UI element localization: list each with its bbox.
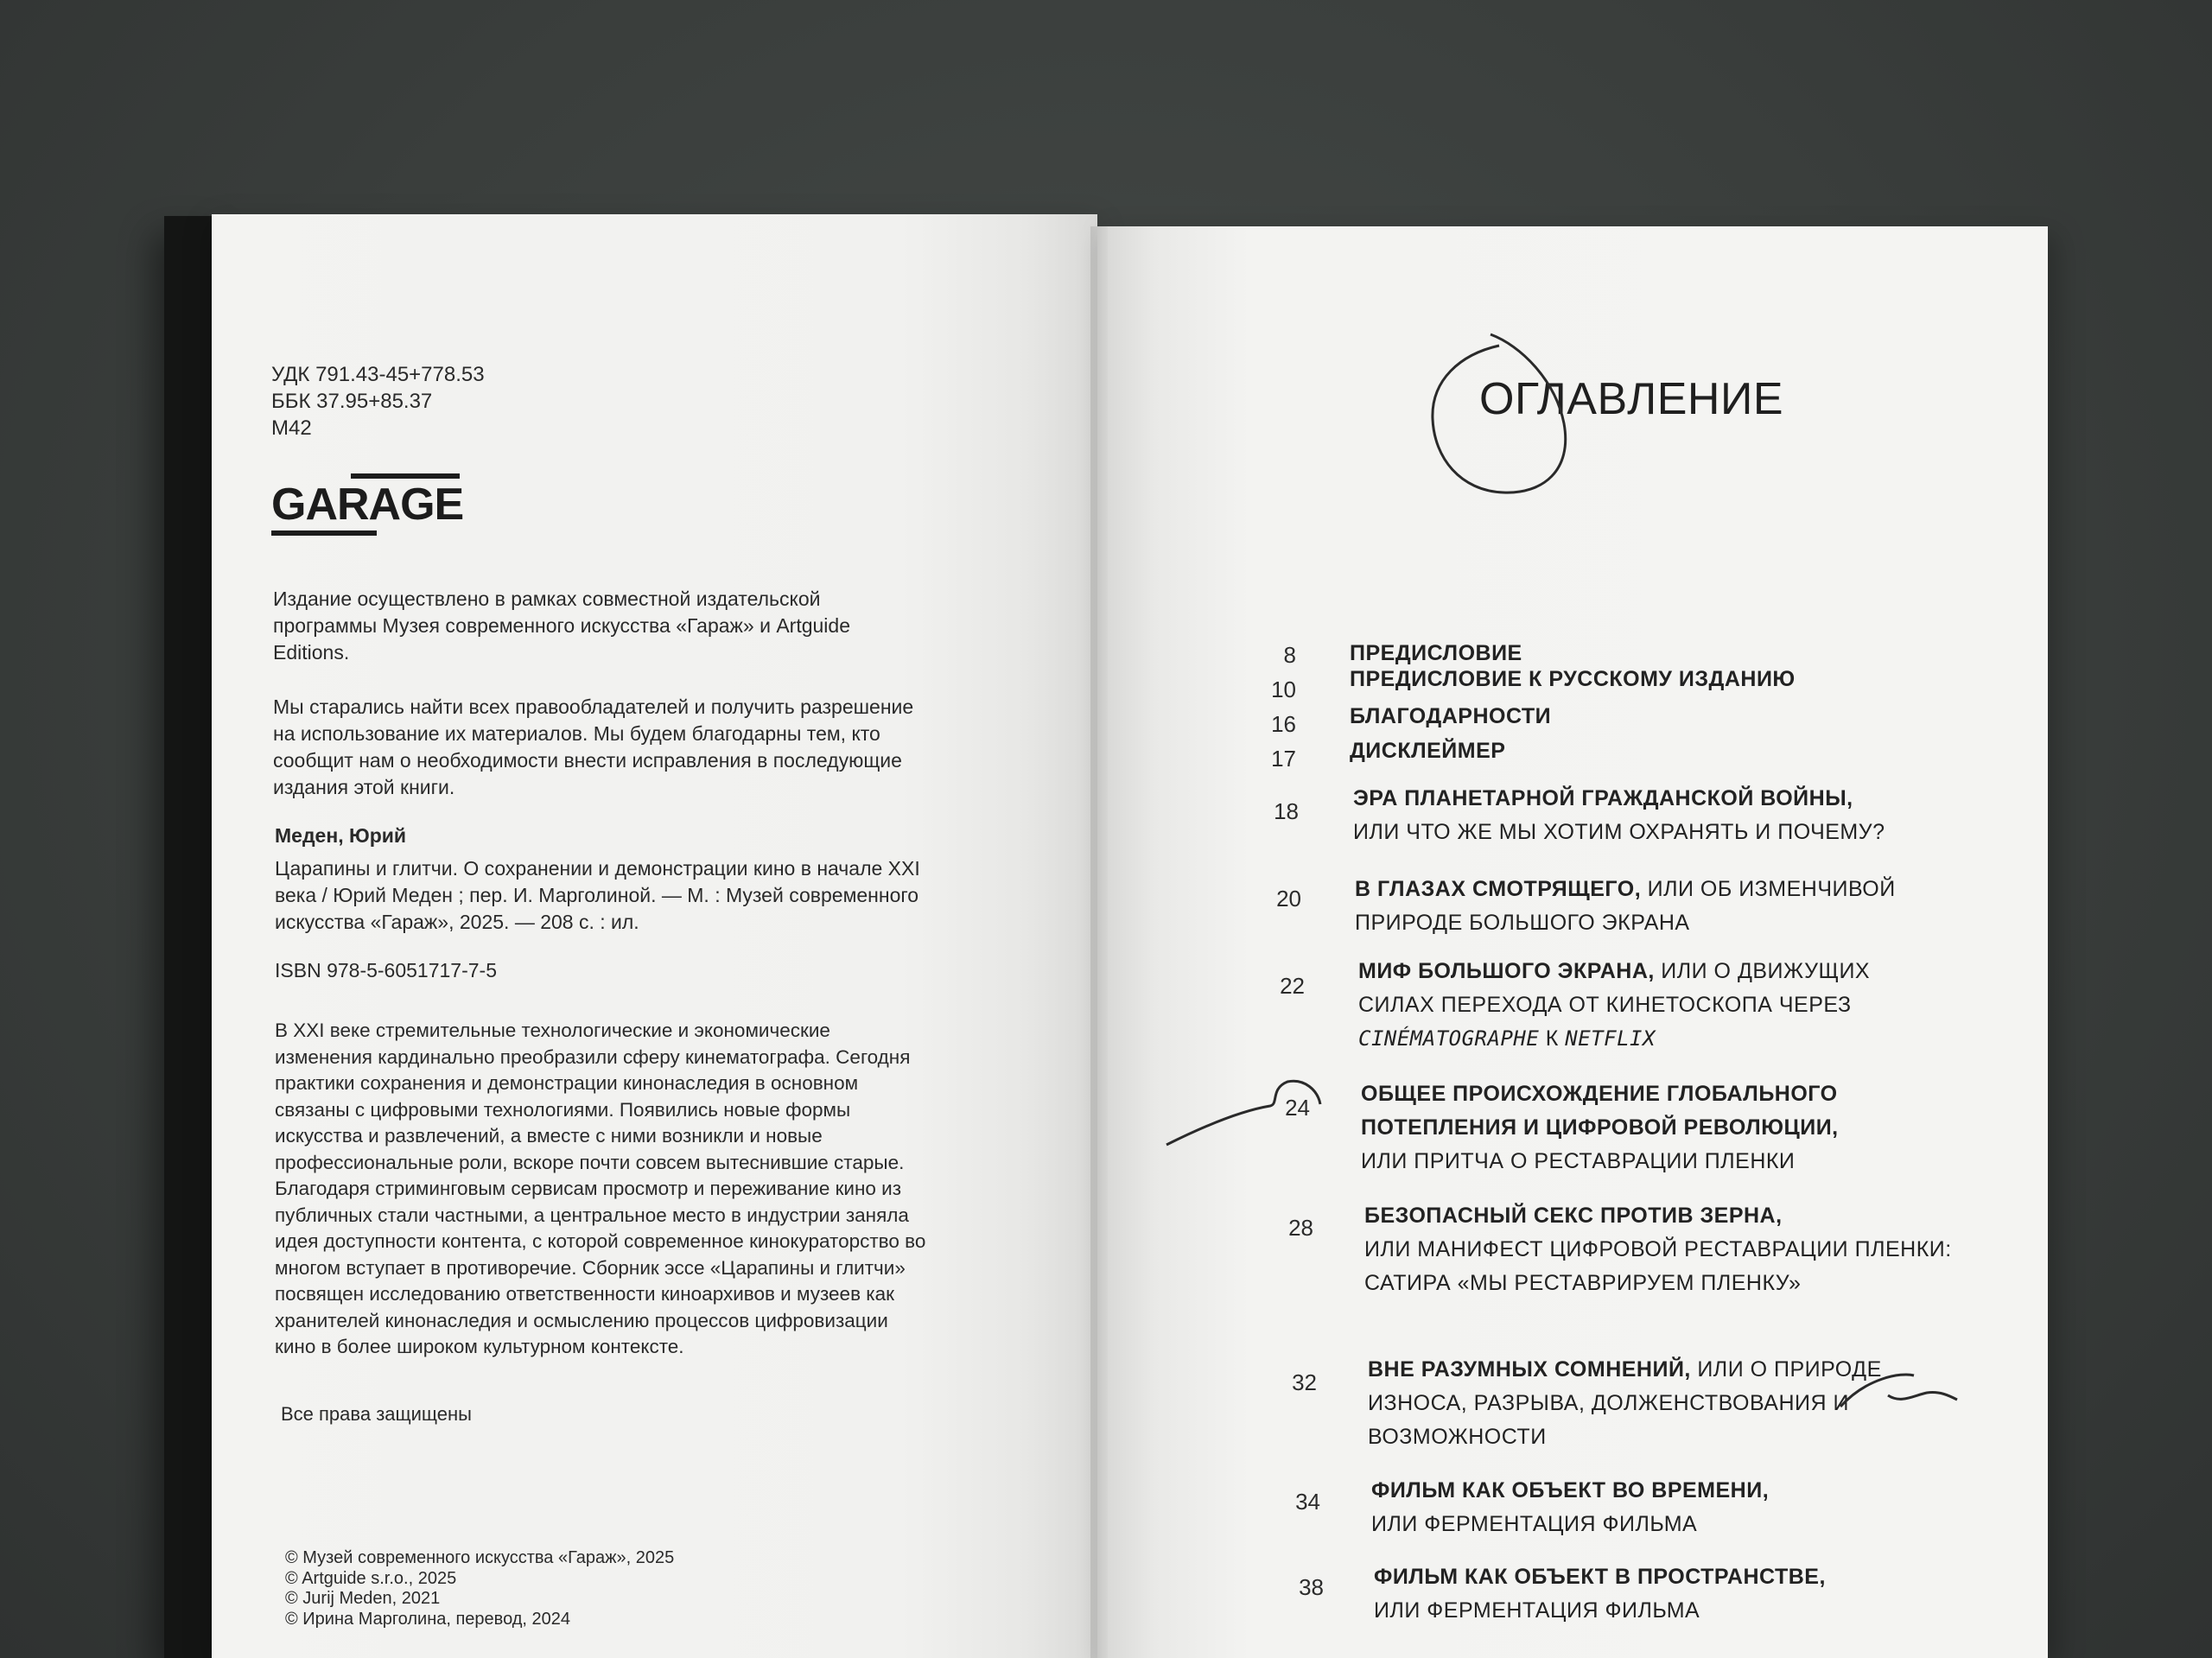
toc-page-number: 24: [1285, 1095, 1310, 1121]
toc-entry[interactable]: [1350, 734, 1972, 768]
toc-page-number: 20: [1276, 886, 1301, 912]
toc-page-number: 32: [1292, 1369, 1317, 1395]
toc-entry-title: БЛАГОДАРНОСТИ: [1350, 704, 1552, 728]
copyright-line: © Музей современного искусства «Гараж», 2025: [285, 1548, 675, 1567]
copyright-line: © Artguide s.r.o., 2025: [285, 1568, 457, 1588]
toc-page-number: 22: [1280, 973, 1305, 999]
toc-entry[interactable]: [1371, 1474, 1993, 1541]
toc-entry-title: БЕЗОПАСНЫЙ СЕКС ПРОТИВ ЗЕРНА,: [1364, 1204, 1783, 1228]
logo-bar-top: [351, 473, 460, 479]
toc-entry[interactable]: [1358, 955, 1911, 1056]
toc-entry-title: ПРЕДИСЛОВИЕ К РУССКОМУ ИЗДАНИЮ: [1350, 667, 1796, 691]
toc-entry-subtitle: ИЛИ ЧТО ЖЕ МЫ ХОТИМ ОХРАНЯТЬ И ПОЧЕМУ?: [1353, 820, 1885, 844]
toc-entry-title: ДИСКЛЕЙМЕР: [1350, 739, 1506, 763]
bibliographic-record: Царапины и глитчи. О сохранении и демонстрации кино в начале XXI века / Юрий Меден ; пер. И. Марголиной. — М. : Музей современного искусства «Гараж», 2025. — 208 с. : ил.: [275, 857, 920, 933]
toc-entry[interactable]: [1350, 700, 1972, 734]
toc-entry-title: ОБЩЕЕ ПРОИСХОЖДЕНИЕ ГЛОБАЛЬНОГО ПОТЕПЛЕНИЯ И ЦИФРОВОЙ РЕВОЛЮЦИИ,: [1361, 1082, 1839, 1140]
toc-entry-subtitle: ИЛИ МАНИФЕСТ ЦИФРОВОЙ РЕСТАВРАЦИИ ПЛЕНКИ: САТИРА «МЫ РЕСТАВРИРУЕМ ПЛЕНКУ»: [1364, 1237, 1952, 1295]
toc-page-number: 38: [1299, 1574, 1324, 1600]
author-heading: Меден, Юрий: [275, 824, 407, 847]
toc-entry[interactable]: [1355, 873, 1942, 940]
toc-page-number: 34: [1295, 1489, 1320, 1515]
toc-entry-title: ФИЛЬМ КАК ОБЪЕКТ В ПРОСТРАНСТВЕ,: [1374, 1565, 1826, 1589]
logo-text: GARAGE: [271, 480, 464, 530]
toc-connector: К: [1539, 1026, 1566, 1051]
toc-entry[interactable]: [1361, 1077, 1983, 1178]
rights-reserved: Все права защищены: [281, 1403, 472, 1425]
toc-page-number: 17: [1271, 746, 1296, 772]
toc-page-number: 8: [1283, 642, 1296, 668]
toc-italic-term: CINÉMATOGRAPHE: [1358, 1026, 1540, 1051]
toc-title: ОГЛАВЛЕНИЕ: [1479, 374, 1784, 424]
copyright-block: [285, 1548, 674, 1629]
bbk-code: ББК 37.95+85.37: [271, 390, 433, 413]
udk-code: УДК 791.43-45+778.53: [271, 363, 485, 386]
toc-entry-title: МИФ БОЛЬШОГО ЭКРАНА,: [1358, 959, 1655, 983]
toc-entry-title: ПРЕДИСЛОВИЕ: [1350, 641, 1522, 665]
toc-entry-subtitle: ИЛИ ФЕРМЕНТАЦИЯ ФИЛЬМА: [1371, 1512, 1698, 1536]
toc-page-number: 18: [1274, 798, 1299, 824]
catalog-codes: [271, 361, 485, 441]
toc-entry[interactable]: [1353, 782, 1975, 849]
toc-entry-subtitle: ИЛИ О ДВИЖУЩИХ СИЛАХ ПЕРЕХОДА ОТ КИНЕТОСКОПА ЧЕРЕЗ: [1358, 959, 1871, 1017]
toc-entry-subtitle: ИЛИ ПРИТЧА О РЕСТАВРАЦИИ ПЛЕНКИ: [1361, 1149, 1796, 1173]
toc-entry-subtitle: ИЛИ ОБ ИЗМЕНЧИВОЙ ПРИРОДЕ БОЛЬШОГО ЭКРАНА: [1355, 877, 1896, 935]
copyright-line: © Ирина Марголина, перевод, 2024: [285, 1609, 571, 1629]
isbn: ISBN 978-5-6051717-7-5: [275, 959, 497, 981]
toc-page-number: 28: [1288, 1215, 1313, 1241]
rights-holders-note: Мы старались найти всех правообладателей и получить разрешение на использование их материалов. Мы будем благодарны тем, кто сообщит нам о необходимости внести исправления в последующие издания этой книги.: [273, 696, 914, 798]
toc-page-number: 10: [1271, 677, 1296, 702]
toc-entry[interactable]: [1364, 1199, 1986, 1300]
toc-entry-title: В ГЛАЗАХ СМОТРЯЩЕГО,: [1355, 877, 1642, 901]
toc-entry-title: ЭРА ПЛАНЕТАРНОЙ ГРАЖДАНСКОЙ ВОЙНЫ,: [1353, 786, 1853, 810]
toc-entry-subtitle: ИЛИ О ПРИРОДЕ ИЗНОСА, РАЗРЫВА, ДОЛЖЕНСТВОВАНИЯ И ВОЗМОЖНОСТИ: [1368, 1357, 1882, 1449]
book-gutter: [1090, 226, 1108, 1658]
toc-page-number: 16: [1271, 711, 1296, 737]
toc-entry-subtitle: ИЛИ ФЕРМЕНТАЦИЯ ФИЛЬМА: [1374, 1598, 1700, 1623]
toc-italic-term: NETFLIX: [1565, 1026, 1656, 1051]
toc-entry-title: ВНЕ РАЗУМНЫХ СОМНЕНИЙ,: [1368, 1357, 1691, 1382]
toc-entry[interactable]: [1368, 1353, 1955, 1454]
toc-entry[interactable]: [1374, 1560, 1996, 1628]
logo-bar-bottom: [271, 530, 377, 536]
publication-note: Издание осуществлено в рамках совместной издательской программы Музея современного искусства «Гараж» и Artguide Editions.: [273, 588, 850, 664]
book-abstract: В XXI веке стремительные технологические и экономические изменения кардинально преобразили сферу кинематографа. Сегодня практики сохранения и демонстрации кинонаследия в основном связаны с цифровыми технологиями. Появились новые формы искусства и развлечений, а вместе с ними возникли и новые профессиональные роли, вскоре почти совсем вытеснившие старые. Благодаря стриминговым сервисам просмотр и переживание кино из публичных стали частными, а центральное место в индустрии заняла идея доступности контента, с которой современное кинокураторство во многом вступает в противоречие. Сборник эссе «Царапины и глитчи» посвящен исследованию ответственности киноархивов и музеев как хранителей кинонаследия и осмыслению процессов цифровизации кино в более широком культурном контексте.: [275, 1020, 926, 1357]
toc-entry-title: ФИЛЬМ КАК ОБЪЕКТ ВО ВРЕМЕНИ,: [1371, 1478, 1770, 1502]
toc-entry[interactable]: [1350, 663, 1972, 696]
copyright-line: © Jurij Meden, 2021: [285, 1589, 441, 1608]
author-mark: М42: [271, 416, 312, 440]
